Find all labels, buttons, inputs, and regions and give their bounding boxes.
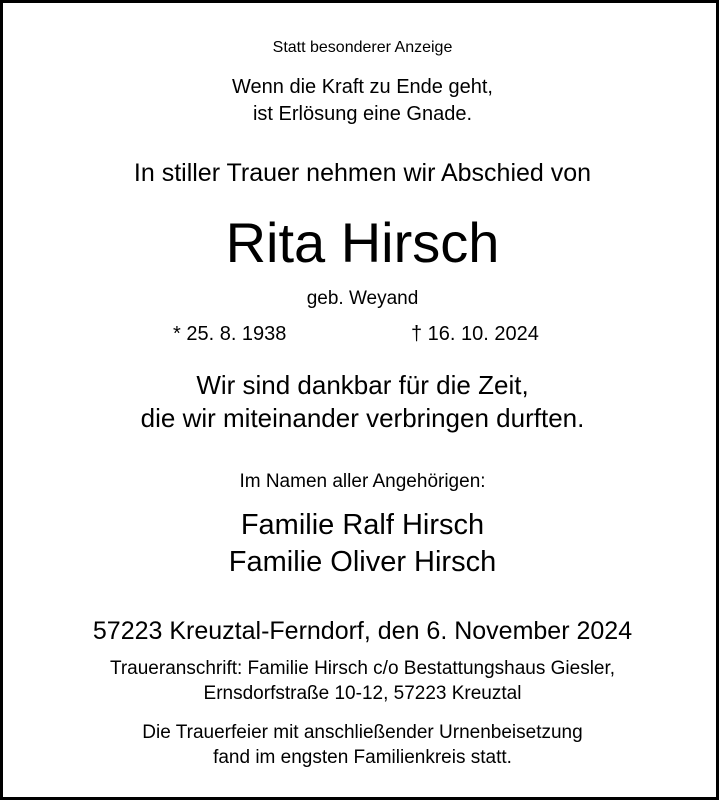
motto-line-2: ist Erlösung eine Gnade. xyxy=(252,103,473,125)
motto-line-1: Wenn die Kraft zu Ende geht, xyxy=(232,76,493,98)
family-name-1: Familie Ralf Hirsch xyxy=(240,509,485,541)
mourning-address-line-1: Traueranschrift: Familie Hirsch c/o Bestattungshaus Giesler, xyxy=(109,658,616,679)
funeral-note-line-2: fand im engsten Familienkreis statt. xyxy=(213,747,512,768)
family-name-2: Familie Oliver Hirsch xyxy=(228,546,497,578)
deceased-name: Rita Hirsch xyxy=(225,211,500,274)
notice-header: Statt besonderer Anzeige xyxy=(272,39,453,56)
death-date: † 16. 10. 2024 xyxy=(411,323,539,345)
thanks-line-2: die wir miteinander verbringen durften. xyxy=(140,403,585,433)
intro-text: In stiller Trauer nehmen wir Abschied von xyxy=(133,159,592,187)
on-behalf-text: Im Namen aller Angehörigen: xyxy=(239,471,486,492)
mourning-address-line-2: Ernsdorfstraße 10-12, 57223 Kreuztal xyxy=(203,683,522,704)
birth-date: * 25. 8. 1938 xyxy=(173,323,287,345)
place-and-date: 57223 Kreuztal-Ferndorf, den 6. November 2024 xyxy=(92,617,633,645)
thanks-line-1: Wir sind dankbar für die Zeit, xyxy=(196,370,529,400)
funeral-note-line-1: Die Trauerfeier mit anschließender Urnenbeisetzung xyxy=(142,722,583,743)
maiden-name: geb. Weyand xyxy=(306,288,419,309)
